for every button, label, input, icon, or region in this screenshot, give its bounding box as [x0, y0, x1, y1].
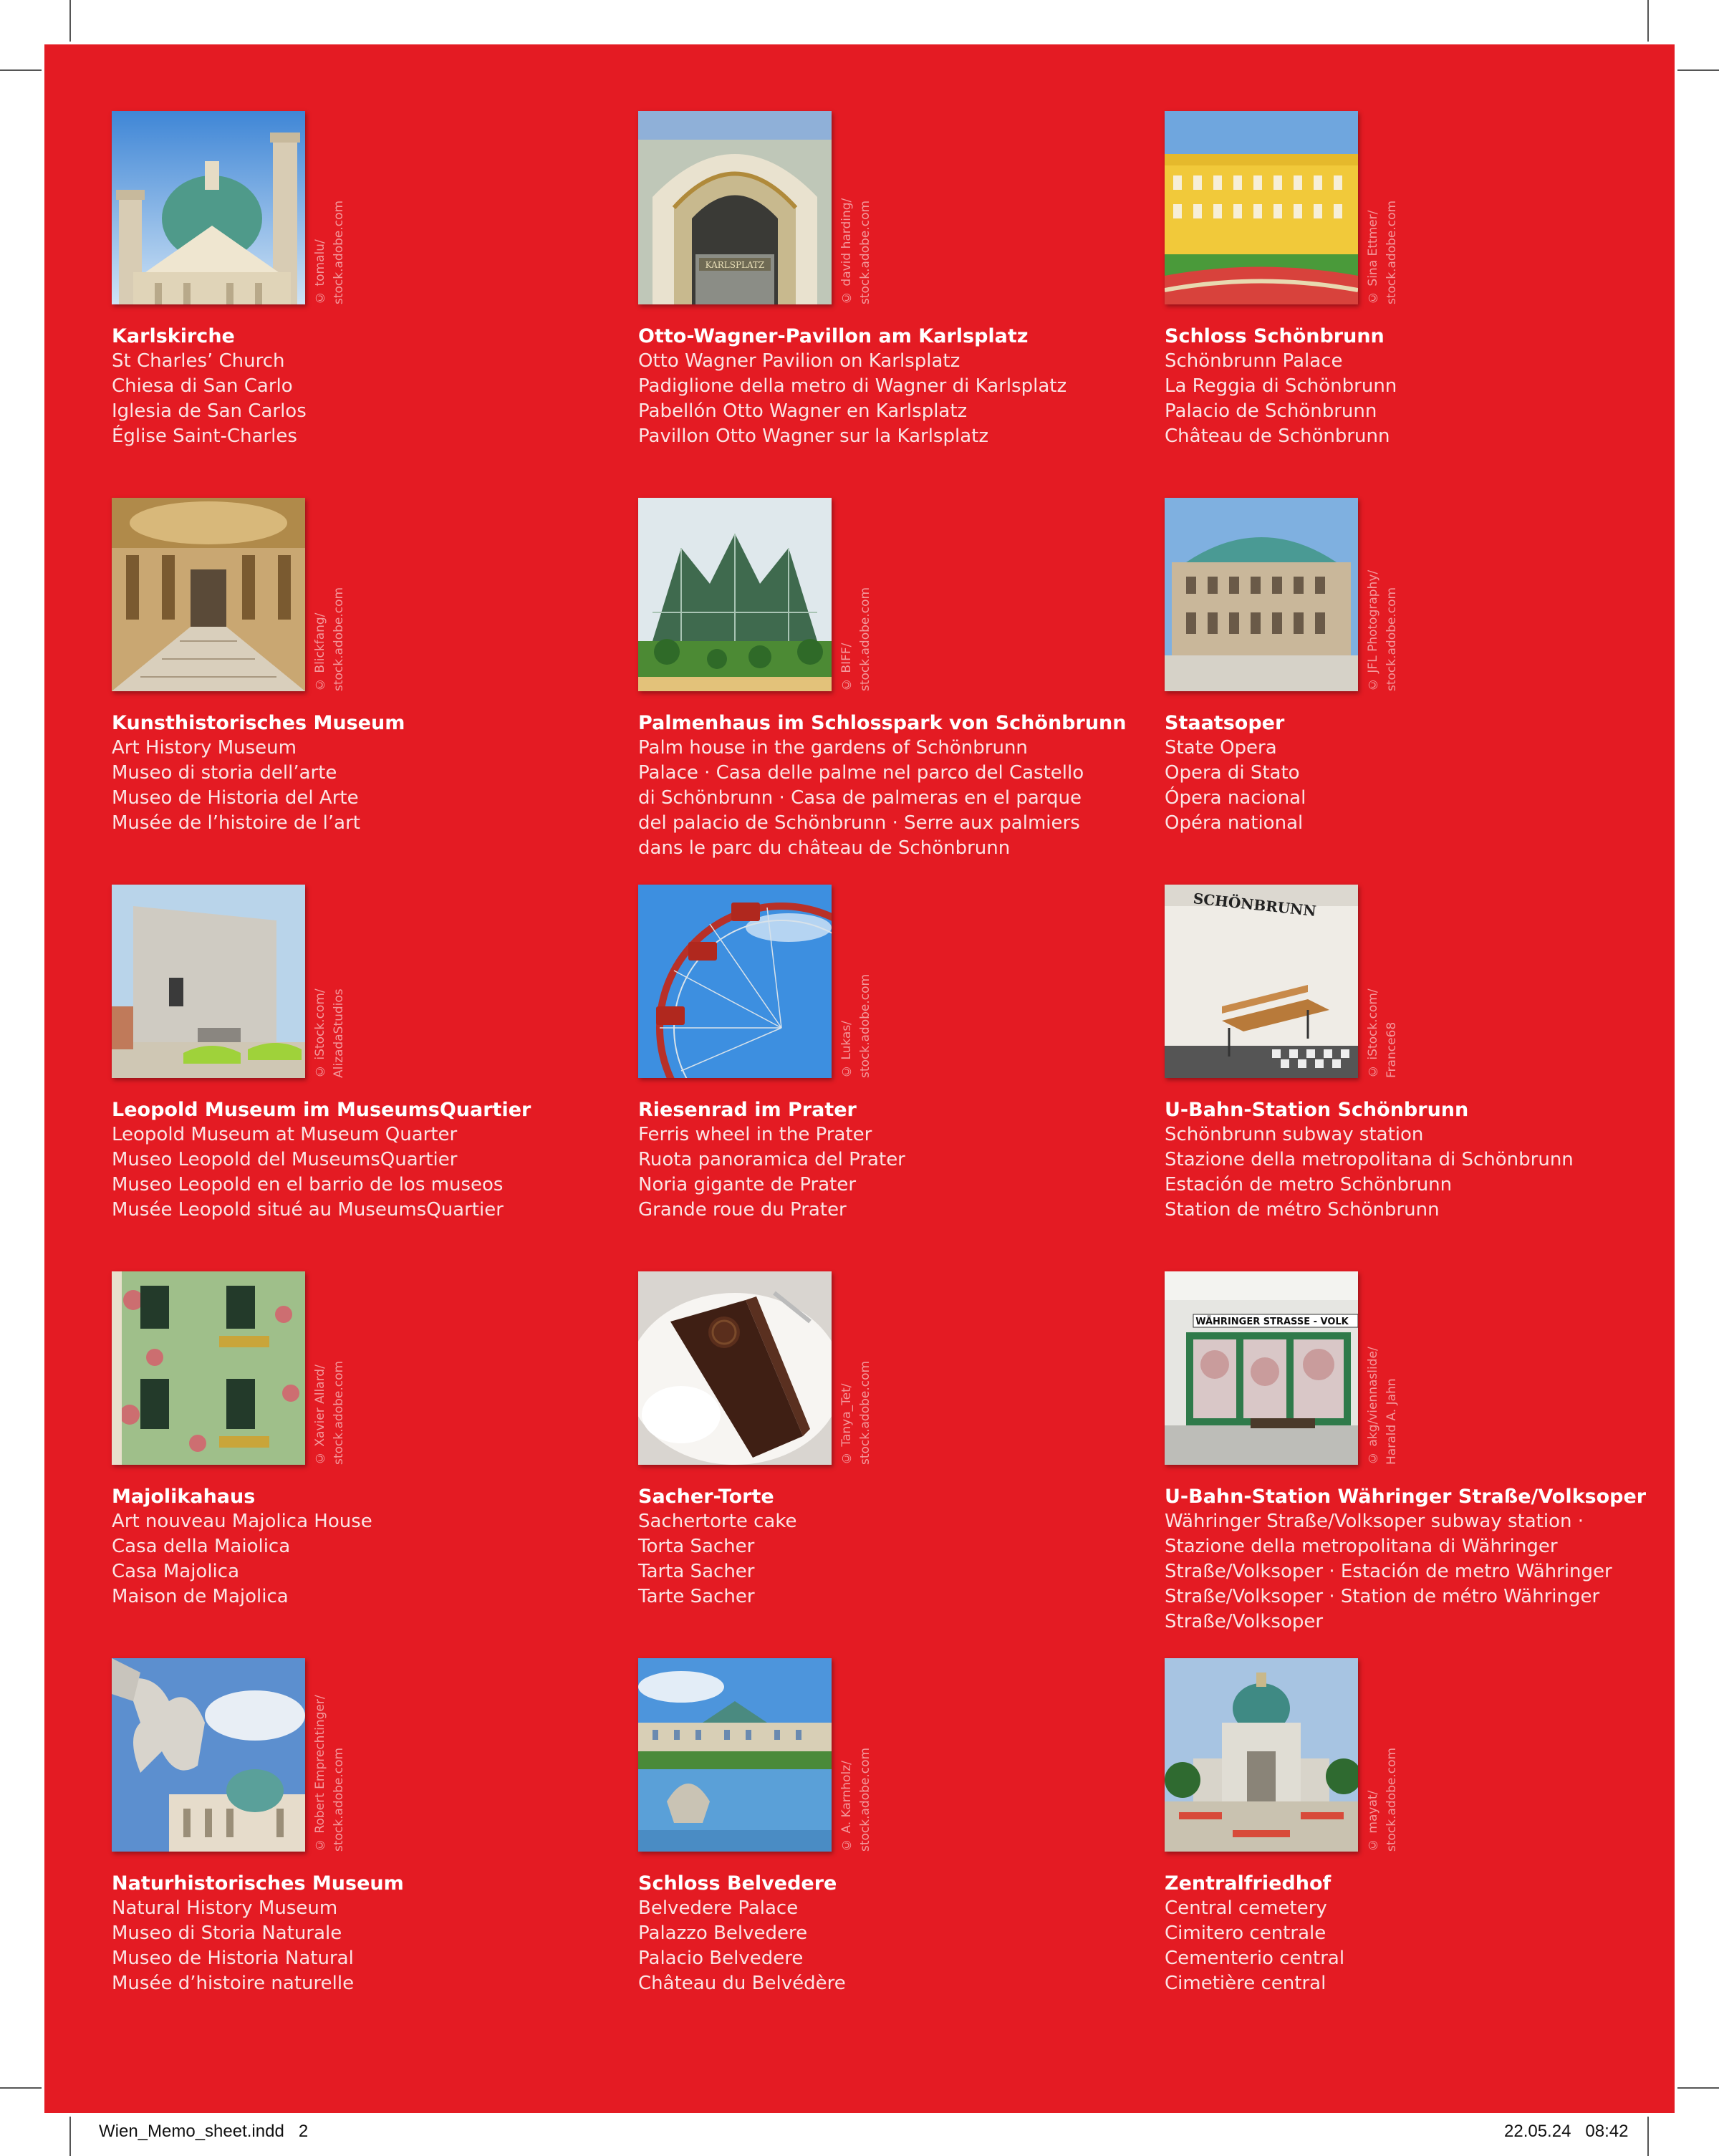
translation-line: Natural History Museum: [112, 1897, 338, 1919]
translation-line: Straße/Volksoper · Station de métro Währinger: [1165, 1586, 1600, 1607]
cake-photo: [638, 1271, 832, 1465]
photo-credit: © A. Karnholz/ stock.adobe.com: [839, 1747, 872, 1852]
station-sign: SCHÖNBRUNN: [1192, 890, 1317, 920]
translation-line: Noria gigante de Prater: [638, 1174, 857, 1195]
card-title: U-Bahn-Station Währinger Straße/Volksoper: [1165, 1486, 1647, 1508]
svg-text:KARLSPLATZ: KARLSPLATZ: [705, 260, 765, 270]
translation-line: Ruota panoramica del Prater: [638, 1149, 905, 1170]
translation-line: Museo di storia dell’arte: [112, 762, 337, 784]
majolica-photo: [112, 1271, 305, 1465]
card-title: Naturhistorisches Museum: [112, 1872, 404, 1895]
translation-line: Stazione della metropolitana di Währinger: [1165, 1536, 1558, 1557]
card-title: Sacher-Torte: [638, 1486, 774, 1508]
photo-credit: © david harding/ stock.adobe.com: [839, 198, 872, 304]
translation-line: Museo de Historia Natural: [112, 1948, 354, 1969]
crop-mark: [69, 2117, 71, 2156]
translation-line: Musée de l’histoire de l’art: [112, 812, 360, 834]
translation-line: Cimetière central: [1165, 1973, 1326, 1994]
photo-credit: © Robert Emprechtinger/ stock.adobe.com: [313, 1695, 346, 1852]
pavilion-photo: [638, 111, 832, 304]
translation-line: Chiesa di San Carlo: [112, 375, 293, 397]
translation-line: Palazzo Belvedere: [638, 1922, 808, 1944]
translation-line: Belvedere Palace: [638, 1897, 799, 1919]
crop-mark: [1647, 0, 1649, 42]
translation-line: State Opera: [1165, 737, 1277, 759]
waehringer-photo: [1165, 1271, 1358, 1465]
translation-line: Art History Museum: [112, 737, 297, 759]
translation-line: Ópera nacional: [1165, 787, 1306, 809]
card-title: Leopold Museum im MuseumsQuartier: [112, 1099, 531, 1121]
photo-credit: © iStock.com/ AlizadaStudios: [313, 988, 346, 1078]
photo-credit: © mayat/ stock.adobe.com: [1366, 1747, 1399, 1852]
translation-line: Museo Leopold del MuseumsQuartier: [112, 1149, 458, 1170]
photo-credit: © BIFF/ stock.adobe.com: [839, 587, 872, 691]
card-title: Karlskirche: [112, 325, 235, 347]
translation-line: Stazione della metropolitana di Schönbrunn: [1165, 1149, 1574, 1170]
photo-credit: © iStock.com/ France68: [1366, 988, 1399, 1078]
translation-line: Pabellón Otto Wagner en Karlsplatz: [638, 400, 968, 422]
photo-credit: © Blickfang/ stock.adobe.com: [313, 587, 346, 691]
translation-line: Sachertorte cake: [638, 1511, 797, 1532]
crop-mark: [69, 0, 71, 42]
card-title: Schloss Belvedere: [638, 1872, 837, 1895]
translation-line: di Schönbrunn · Casa de palmeras en el parque: [638, 787, 1082, 809]
translation-line: Padiglione della metro di Wagner di Karlsplatz: [638, 375, 1067, 397]
translation-line: La Reggia di Schönbrunn: [1165, 375, 1397, 397]
crop-mark: [0, 69, 42, 71]
translation-line: St Charles’ Church: [112, 350, 285, 372]
card-title: Palmenhaus im Schlosspark von Schönbrunn: [638, 712, 1127, 734]
translation-line: Grande roue du Prater: [638, 1199, 847, 1221]
footer-filename: Wien_Memo_sheet.indd 2: [99, 2122, 309, 2141]
photo-credit: © Tanya_Tet/ stock.adobe.com: [839, 1360, 872, 1465]
translation-line: Art nouveau Majolica House: [112, 1511, 372, 1532]
translation-line: Pavillon Otto Wagner sur la Karlsplatz: [638, 425, 988, 447]
card-title: Kunsthistorisches Museum: [112, 712, 405, 734]
ferris-wheel-photo: [638, 885, 832, 1078]
translation-line: Château de Schönbrunn: [1165, 425, 1390, 447]
card-title: Otto-Wagner-Pavillon am Karlsplatz: [638, 325, 1029, 347]
translation-line: Schönbrunn subway station: [1165, 1124, 1424, 1145]
belvedere-photo: [638, 1658, 832, 1852]
translation-line: Casa della Maiolica: [112, 1536, 291, 1557]
card-title: Majolikahaus: [112, 1486, 256, 1508]
translation-line: Iglesia de San Carlos: [112, 400, 307, 422]
translation-line: Opera di Stato: [1165, 762, 1300, 784]
translation-line: Station de métro Schönbrunn: [1165, 1199, 1440, 1221]
palm-house-photo: [638, 498, 832, 691]
crop-mark: [0, 2087, 42, 2089]
photo-credit: © tomalu/ stock.adobe.com: [313, 200, 346, 304]
translation-line: Cimitero centrale: [1165, 1922, 1326, 1944]
photo-credit: © Sina Ettmer/ stock.adobe.com: [1366, 200, 1399, 304]
translation-line: Château du Belvédère: [638, 1973, 846, 1994]
church-photo: [112, 111, 305, 304]
statue-photo: [112, 1658, 305, 1852]
card-title: Riesenrad im Prater: [638, 1099, 857, 1121]
translation-line: Église Saint-Charles: [112, 425, 297, 447]
translation-line: Straße/Volksoper: [1165, 1611, 1324, 1632]
translation-line: Estación de metro Schönbrunn: [1165, 1174, 1453, 1195]
translation-line: Central cemetery: [1165, 1897, 1327, 1919]
card-title: U-Bahn-Station Schönbrunn: [1165, 1099, 1469, 1121]
translation-line: Casa Majolica: [112, 1561, 240, 1582]
crop-mark: [1677, 2087, 1719, 2089]
translation-line: Otto Wagner Pavilion on Karlsplatz: [638, 350, 960, 372]
translation-line: dans le parc du château de Schönbrunn: [638, 837, 1011, 859]
translation-line: Palace · Casa delle palme nel parco del Castello: [638, 762, 1084, 784]
palace-photo: [1165, 111, 1358, 304]
translation-line: Leopold Museum at Museum Quarter: [112, 1124, 458, 1145]
opera-photo: [1165, 498, 1358, 691]
translation-line: Palm house in the gardens of Schönbrunn: [638, 737, 1028, 759]
translation-line: Museo de Historia del Arte: [112, 787, 359, 809]
translation-line: Musée Leopold situé au MuseumsQuartier: [112, 1199, 504, 1221]
translation-line: Musée d’histoire naturelle: [112, 1973, 355, 1994]
translation-line: Tarta Sacher: [638, 1561, 755, 1582]
translation-line: Palacio de Schönbrunn: [1165, 400, 1377, 422]
photo-credit: © Xavier Allard/ stock.adobe.com: [313, 1360, 346, 1465]
card-title: Staatsoper: [1165, 712, 1285, 734]
footer-timestamp: 22.05.24 08:42: [1504, 2122, 1629, 2141]
memo-sheet: [44, 44, 1675, 2113]
translation-line: Cementerio central: [1165, 1948, 1345, 1969]
photo-credit: © akg/viennaslide/ Harald A. Jahn: [1366, 1347, 1399, 1465]
card-title: Schloss Schönbrunn: [1165, 325, 1385, 347]
translation-line: Torta Sacher: [638, 1536, 755, 1557]
translation-line: Straße/Volksoper · Estación de metro Währinger: [1165, 1561, 1612, 1582]
leopold-photo: [112, 885, 305, 1078]
museum-hall-photo: [112, 498, 305, 691]
station-sign: WÄHRINGER STRASSE - VOLK: [1195, 1317, 1349, 1327]
translation-line: Palacio Belvedere: [638, 1948, 804, 1969]
cemetery-photo: [1165, 1658, 1358, 1852]
translation-line: Museo di Storia Naturale: [112, 1922, 342, 1944]
translation-line: del palacio de Schönbrunn · Serre aux palmiers: [638, 812, 1080, 834]
card-title: Zentralfriedhof: [1165, 1872, 1332, 1895]
translation-line: Opéra national: [1165, 812, 1304, 834]
photo-credit: © Lukas/ stock.adobe.com: [839, 973, 872, 1078]
translation-line: Ferris wheel in the Prater: [638, 1124, 872, 1145]
translation-line: Schönbrunn Palace: [1165, 350, 1343, 372]
translation-line: Museo Leopold en el barrio de los museos: [112, 1174, 504, 1195]
translation-line: Währinger Straße/Volksoper subway station ·: [1165, 1511, 1584, 1532]
translation-line: Tarte Sacher: [638, 1586, 755, 1607]
translation-line: Maison de Majolica: [112, 1586, 289, 1607]
photo-credit: © JFL Photography/ stock.adobe.com: [1366, 569, 1399, 691]
crop-mark: [1677, 69, 1719, 71]
crop-mark: [1647, 2117, 1649, 2156]
station-photo: [1165, 885, 1358, 1078]
